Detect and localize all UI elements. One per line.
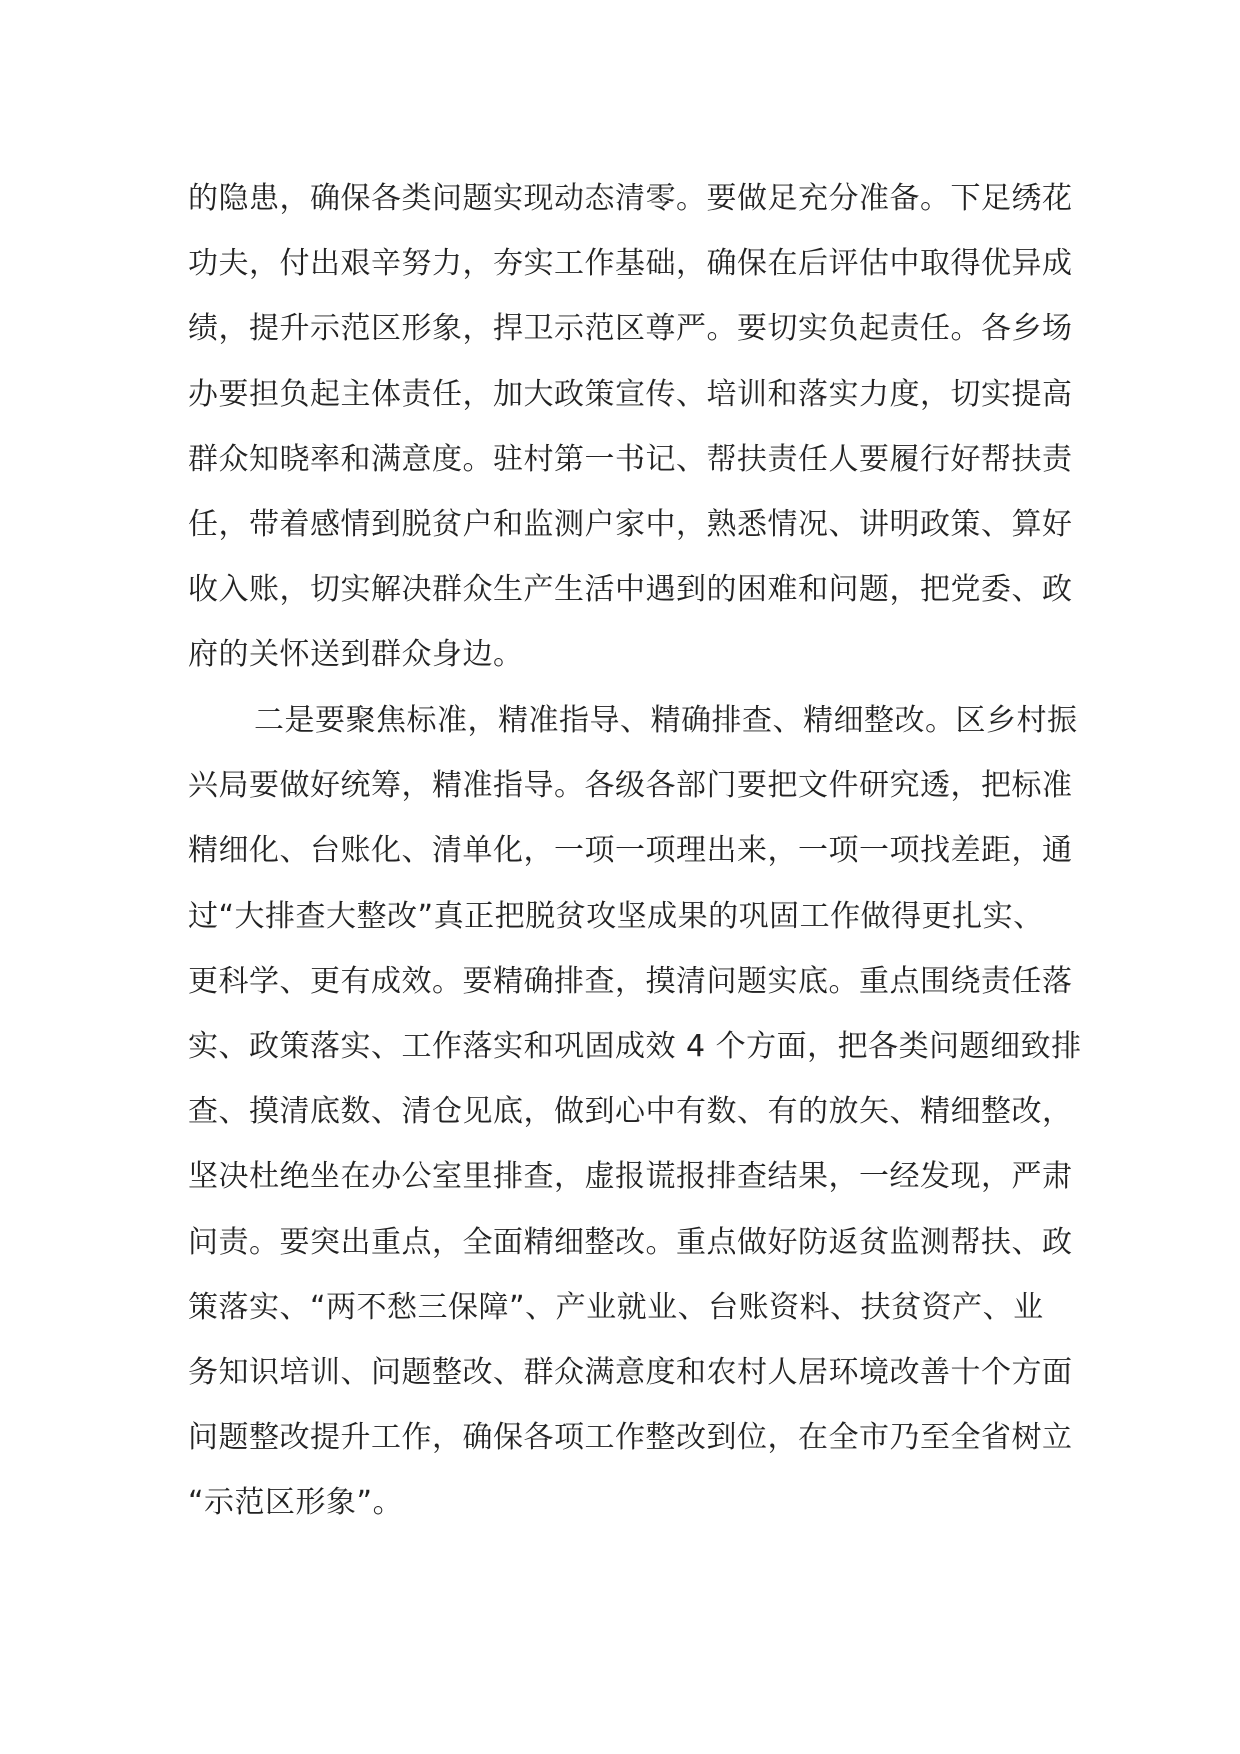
paragraph-line: 务知识培训、问题整改、群众满意度和农村人居环境改善十个方面 bbox=[188, 1354, 1073, 1390]
paragraph-line: 兴局要做好统筹，精准指导。各级各部门要把文件研究透，把标准 bbox=[188, 768, 1073, 804]
paragraph-line: 更科学、更有成效。要精确排查，摸清问题实底。重点围绕责任落 bbox=[188, 963, 1073, 999]
paragraph-first-line: 二是要聚焦标准，精准指导、精确排查、精细整改。区乡村振 bbox=[254, 703, 1078, 738]
paragraph-line: 问责。要突出重点，全面精细整改。重点做好防返贫监测帮扶、政 bbox=[188, 1224, 1073, 1260]
paragraph-line: “示范区形象”。 bbox=[188, 1485, 404, 1521]
paragraph-line: 坚决杜绝坐在办公室里排查，虚报谎报排查结果，一经发现，严肃 bbox=[188, 1159, 1073, 1195]
paragraph-continuation bbox=[188, 166, 1073, 688]
paragraph-line: 过“大排查大整改”真正把脱贫攻坚成果的巩固工作做得更扎实、 bbox=[188, 898, 1044, 934]
paragraph-line: 办要担负起主体责任，加大政策宣传、培训和落实力度，切实提高 bbox=[188, 376, 1073, 412]
paragraph-line: 功夫，付出艰辛努力，夯实工作基础，确保在后评估中取得优异成 bbox=[188, 246, 1073, 282]
paragraph-line: 查、摸清底数、清仓见底，做到心中有数、有的放矢、精细整改， bbox=[188, 1094, 1073, 1130]
paragraph-line: 的隐患，确保各类问题实现动态清零。要做足充分准备。下足绣花 bbox=[188, 181, 1073, 216]
paragraph-point-two bbox=[188, 688, 1082, 1535]
paragraph-line: 群众知晓率和满意度。驻村第一书记、帮扶责任人要履行好帮扶责 bbox=[188, 441, 1073, 477]
paragraph-line: 任，带着感情到脱贫户和监测户家中，熟悉情况、讲明政策、算好 bbox=[188, 506, 1073, 542]
paragraph-line: 府的关怀送到群众身边。 bbox=[188, 637, 524, 673]
paragraph-line: 问题整改提升工作，确保各项工作整改到位，在全市乃至全省树立 bbox=[188, 1420, 1073, 1456]
paragraph-line: 实、政策落实、工作落实和巩固成效 4 个方面，把各类问题细致排 bbox=[188, 1028, 1082, 1064]
paragraph-line: 精细化、台账化、清单化，一项一项理出来，一项一项找差距，通 bbox=[188, 833, 1073, 869]
paragraph-line: 收入账，切实解决群众生产生活中遇到的困难和问题，把党委、政 bbox=[188, 572, 1073, 608]
paragraph-line: 策落实、“两不愁三保障”、产业就业、台账资料、扶贫资产、业 bbox=[188, 1289, 1044, 1325]
paragraph-line: 绩，提升示范区形象，捍卫示范区尊严。要切实负起责任。各乡场 bbox=[188, 311, 1073, 347]
